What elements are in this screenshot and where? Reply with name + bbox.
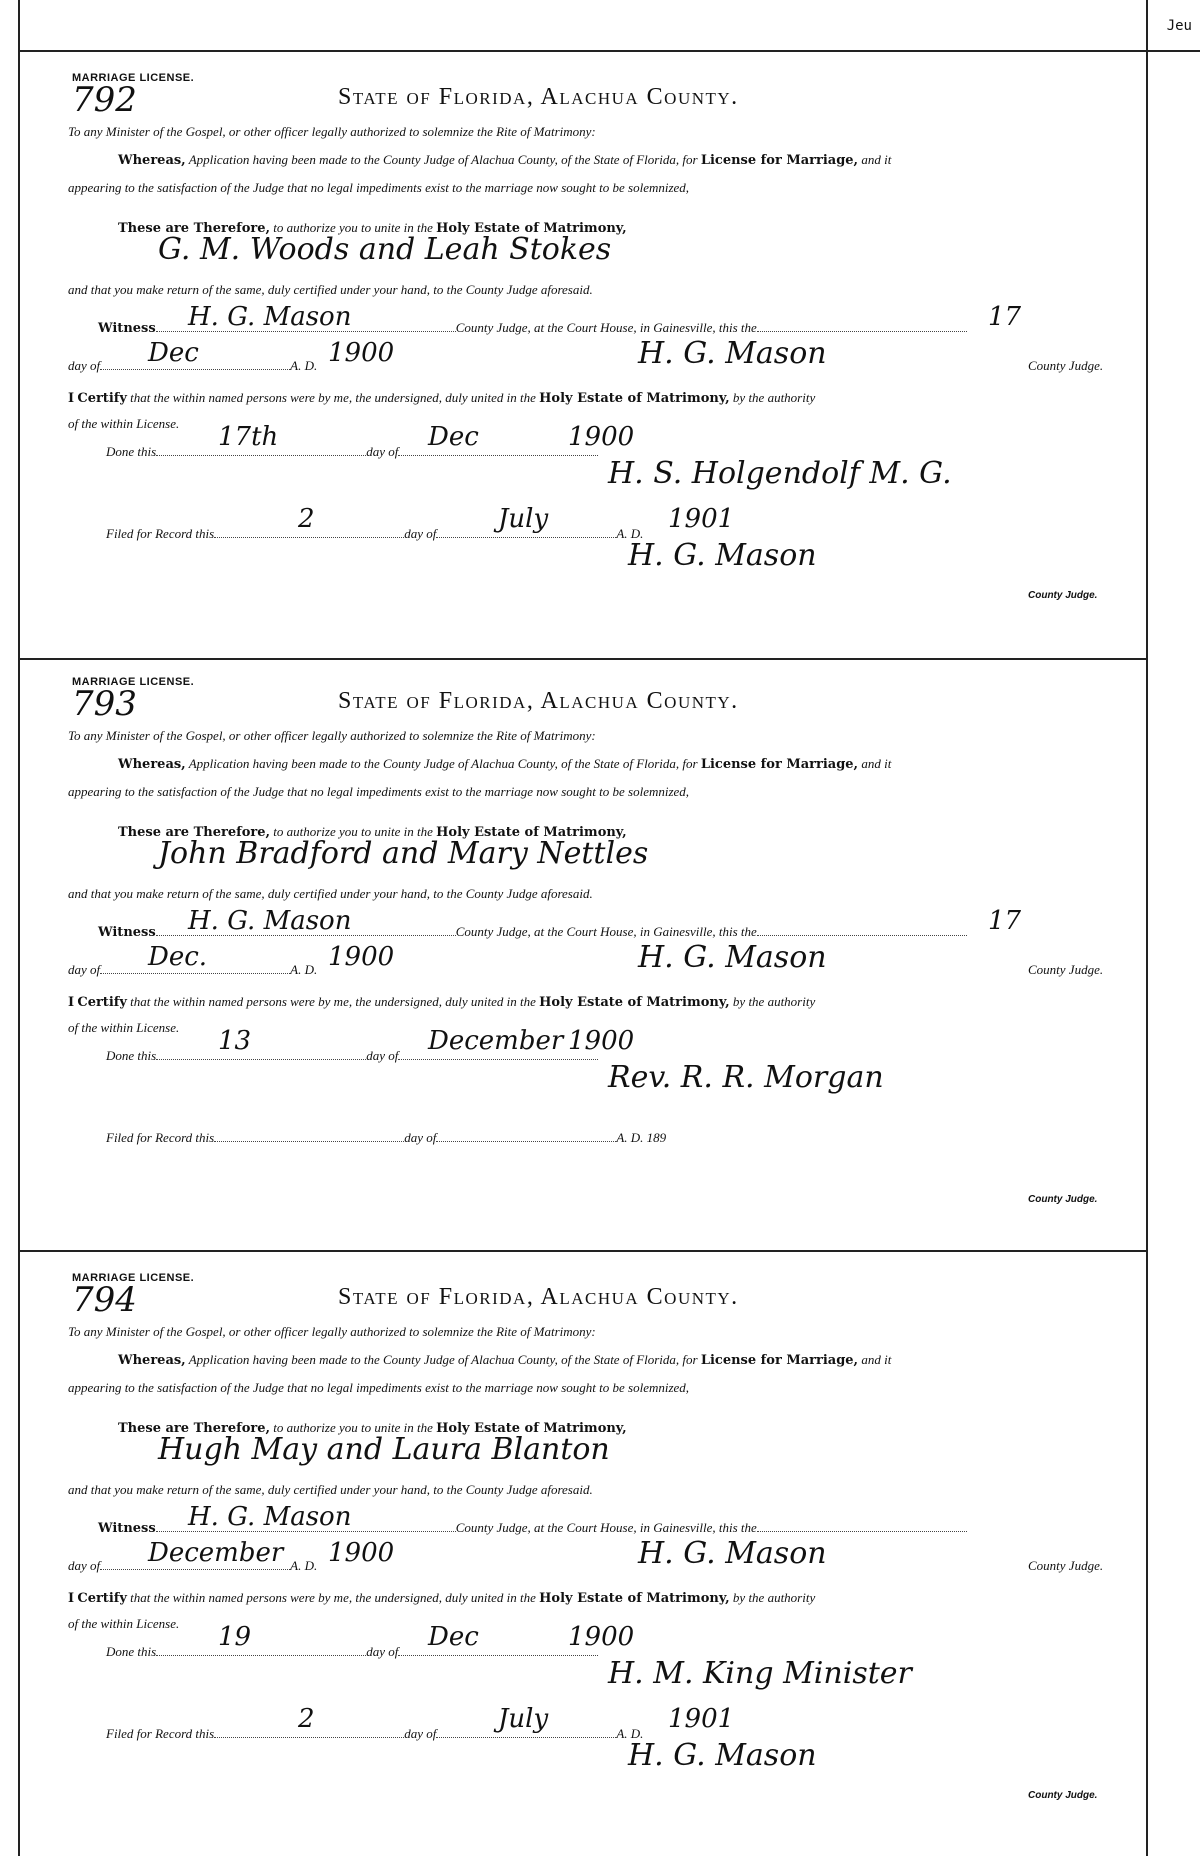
- filed-month: July: [498, 1704, 549, 1734]
- county-judge-small-label: County Judge.: [1028, 590, 1098, 601]
- witness-line: Witness County Judge, at the Court House, in Gainesville, this the: [98, 1520, 967, 1536]
- day-of-line: day of A. D.: [68, 962, 318, 977]
- appearing-line: appearing to the satisfaction of the Judge that no legal impediments exist to the marriage now sought to be solemnized,: [68, 1380, 690, 1395]
- filed-day: 2: [298, 1704, 315, 1734]
- judge-signature: H. G. Mason: [638, 336, 827, 371]
- certify-line: I Certify that the within named persons were by me, the undersigned, duly united in the Holy Estate of Matrimony, by the authority: [68, 390, 816, 406]
- county-judge-label: County Judge.: [1028, 1558, 1104, 1573]
- corner-mark: Jeu: [1166, 18, 1192, 34]
- certify-line: I Certify that the within named persons were by me, the undersigned, duly united in the Holy Estate of Matrimony, by the authority: [68, 1590, 816, 1606]
- to-minister-line: To any Minister of the Gospel, or other officer legally authorized to solemnize the Rite of Matrimony:: [68, 124, 596, 139]
- done-year: 1900: [568, 422, 635, 452]
- filed-line: Filed for Record this day of A. D.: [106, 526, 644, 541]
- section-divider-2: [18, 1250, 1148, 1252]
- officiant-signature: H. M. King Minister: [608, 1656, 912, 1691]
- make-return-line: and that you make return of the same, duly certified under your hand, to the County Judge aforesaid.: [68, 886, 593, 901]
- license-number: 792: [72, 80, 137, 120]
- license-title: State of Florida, Alachua County.: [338, 688, 739, 714]
- county-judge-small-label: County Judge.: [1028, 1194, 1098, 1205]
- these-line: These are Therefore, to authorize you to unite in the Holy Estate of Matrimony,: [118, 220, 627, 236]
- license-title: State of Florida, Alachua County.: [338, 84, 739, 110]
- done-day: 17th: [218, 422, 279, 452]
- done-this-line: Done this day of: [106, 1048, 598, 1064]
- section-divider-1: [18, 658, 1148, 660]
- to-minister-line: To any Minister of the Gospel, or other officer legally authorized to solemnize the Rite of Matrimony:: [68, 1324, 596, 1339]
- county-judge-label: County Judge.: [1028, 962, 1104, 977]
- license-number: 794: [72, 1280, 137, 1320]
- done-this-line: Done this day of: [106, 1644, 598, 1660]
- top-rule: [18, 50, 1200, 52]
- certify-line: I Certify that the within named persons were by me, the undersigned, duly united in the Holy Estate of Matrimony, by the authority: [68, 994, 816, 1010]
- officiant-signature: Rev. R. R. Morgan: [608, 1060, 884, 1095]
- of-within-line: of the within License.: [68, 1616, 180, 1631]
- license-793: [68, 672, 1128, 1242]
- witness-signature: H. G. Mason: [188, 302, 352, 332]
- license-792: [68, 68, 1128, 648]
- done-month: Dec: [428, 422, 479, 452]
- these-line: These are Therefore, to authorize you to unite in the Holy Estate of Matrimony,: [118, 1420, 627, 1436]
- make-return-line: and that you make return of the same, duly certified under your hand, to the County Judge aforesaid.: [68, 282, 593, 297]
- license-title: State of Florida, Alachua County.: [338, 1284, 739, 1310]
- filed-signature: H. G. Mason: [628, 538, 817, 573]
- filed-signature: H. G. Mason: [628, 1738, 817, 1773]
- right-margin-rule: [1146, 0, 1148, 1856]
- filed-line: Filed for Record this day of A. D. 189: [106, 1130, 667, 1145]
- couple-names: Hugh May and Laura Blanton: [158, 1432, 610, 1467]
- whereas-line: Whereas, Application having been made to the County Judge of Alachua County, of the State of Florida, for License for Marriage, and it: [118, 756, 892, 772]
- done-this-line: Done this day of: [106, 444, 598, 460]
- done-month: Dec: [428, 1622, 479, 1652]
- license-month: Dec: [148, 338, 199, 368]
- witness-line: Witness County Judge, at the Court House, in Gainesville, this the: [98, 320, 967, 336]
- couple-names: G. M. Woods and Leah Stokes: [158, 232, 612, 267]
- filed-month: July: [498, 504, 549, 534]
- of-within-line: of the within License.: [68, 416, 180, 431]
- county-judge-label: County Judge.: [1028, 358, 1104, 373]
- license-number: 793: [72, 684, 137, 724]
- county-judge-small-label: County Judge.: [1028, 1790, 1098, 1801]
- witness-signature: H. G. Mason: [188, 906, 352, 936]
- license-year: 1900: [328, 1538, 395, 1568]
- done-day: 13: [218, 1026, 252, 1056]
- license-day: 17: [988, 906, 1022, 936]
- to-minister-line: To any Minister of the Gospel, or other officer legally authorized to solemnize the Rite of Matrimony:: [68, 728, 596, 743]
- license-day: 17: [988, 302, 1022, 332]
- witness-line: Witness County Judge, at the Court House, in Gainesville, this the: [98, 924, 967, 940]
- license-794: [68, 1268, 1128, 1848]
- done-month: December: [428, 1026, 564, 1056]
- these-line: These are Therefore, to authorize you to unite in the Holy Estate of Matrimony,: [118, 824, 627, 840]
- make-return-line: and that you make return of the same, duly certified under your hand, to the County Judge aforesaid.: [68, 1482, 593, 1497]
- license-month: Dec.: [148, 942, 208, 972]
- license-year: 1900: [328, 338, 395, 368]
- whereas-line: Whereas, Application having been made to the County Judge of Alachua County, of the State of Florida, for License for Marriage, and it: [118, 152, 892, 168]
- done-day: 19: [218, 1622, 252, 1652]
- appearing-line: appearing to the satisfaction of the Judge that no legal impediments exist to the marriage now sought to be solemnized,: [68, 784, 690, 799]
- filed-year: 1901: [668, 1704, 735, 1734]
- judge-signature: H. G. Mason: [638, 940, 827, 975]
- filed-line: Filed for Record this day of A. D.: [106, 1726, 644, 1741]
- of-within-line: of the within License.: [68, 1020, 180, 1035]
- day-of-line: day of A. D.: [68, 1558, 318, 1573]
- couple-names: John Bradford and Mary Nettles: [158, 836, 649, 871]
- license-month: December: [148, 1538, 284, 1568]
- witness-signature: H. G. Mason: [188, 1502, 352, 1532]
- filed-year: 1901: [668, 504, 735, 534]
- marriage-license-label: MARRIAGE LICENSE.: [72, 1272, 195, 1284]
- left-margin-rule: [18, 0, 20, 1856]
- appearing-line: appearing to the satisfaction of the Judge that no legal impediments exist to the marriage now sought to be solemnized,: [68, 180, 690, 195]
- marriage-license-label: MARRIAGE LICENSE.: [72, 676, 195, 688]
- license-year: 1900: [328, 942, 395, 972]
- filed-day: 2: [298, 504, 315, 534]
- done-year: 1900: [568, 1026, 635, 1056]
- day-of-line: day of A. D.: [68, 358, 318, 373]
- whereas-line: Whereas, Application having been made to the County Judge of Alachua County, of the State of Florida, for License for Marriage, and it: [118, 1352, 892, 1368]
- done-year: 1900: [568, 1622, 635, 1652]
- officiant-signature: H. S. Holgendolf M. G.: [608, 456, 952, 491]
- judge-signature: H. G. Mason: [638, 1536, 827, 1571]
- marriage-license-label: MARRIAGE LICENSE.: [72, 72, 195, 84]
